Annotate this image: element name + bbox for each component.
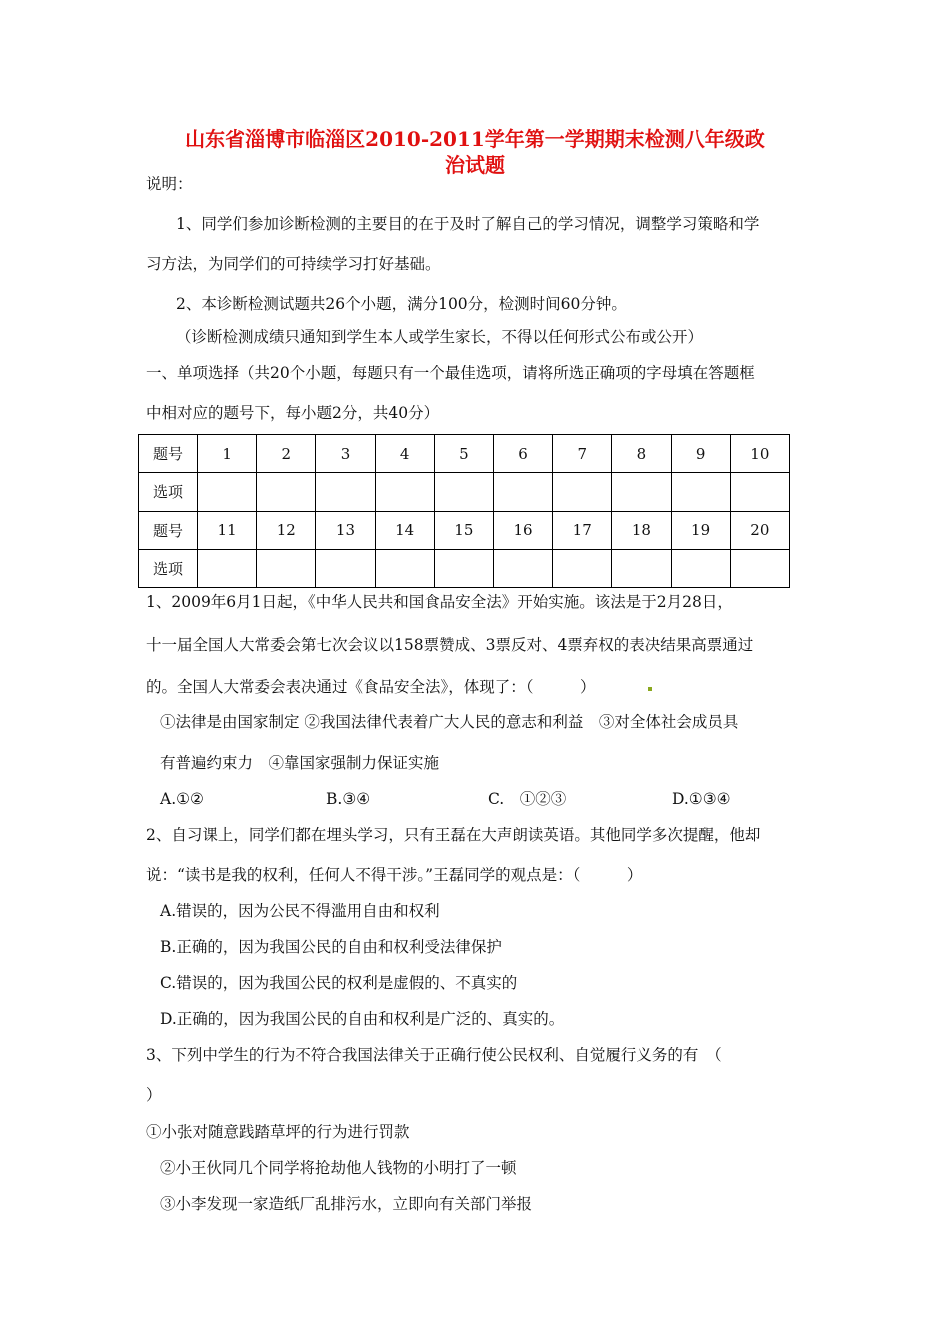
table-cell: 12 bbox=[257, 511, 316, 549]
answer-cell[interactable] bbox=[257, 473, 316, 511]
answer-cell[interactable] bbox=[553, 473, 612, 511]
row-label-number: 题号 bbox=[139, 511, 198, 549]
answer-cell[interactable] bbox=[730, 473, 789, 511]
answer-cell[interactable] bbox=[316, 549, 375, 587]
table-cell: 20 bbox=[730, 511, 789, 549]
answer-cell[interactable] bbox=[671, 473, 730, 511]
table-cell: 6 bbox=[493, 435, 552, 473]
section-1-line-2: 中相对应的题号下，每小题2分，共40分） bbox=[146, 404, 440, 422]
table-cell: 2 bbox=[257, 435, 316, 473]
table-cell: 19 bbox=[671, 511, 730, 549]
table-cell: 5 bbox=[434, 435, 493, 473]
answer-cell[interactable] bbox=[375, 549, 434, 587]
answer-cell[interactable] bbox=[375, 473, 434, 511]
table-cell: 16 bbox=[493, 511, 552, 549]
answer-cell[interactable] bbox=[434, 473, 493, 511]
answer-cell[interactable] bbox=[493, 549, 552, 587]
answer-cell[interactable] bbox=[553, 549, 612, 587]
answer-cell[interactable] bbox=[612, 473, 671, 511]
table-cell: 18 bbox=[612, 511, 671, 549]
note-item-3: （诊断检测成绩只通知到学生本人或学生家长，不得以任何形式公布或公开） bbox=[176, 328, 704, 346]
row-label-choice: 选项 bbox=[139, 473, 198, 511]
table-cell: 14 bbox=[375, 511, 434, 549]
answer-cell[interactable] bbox=[434, 549, 493, 587]
answer-cell[interactable] bbox=[316, 473, 375, 511]
note-item-1-line-1: 1、同学们参加诊断检测的主要目的在于及时了解自己的学习情况，调整学习策略和学 bbox=[176, 215, 760, 233]
table-cell: 10 bbox=[730, 435, 789, 473]
q3-line-1: 3、下列中学生的行为不符合我国法律关于正确行使公民权利、自觉履行义务的有 （ bbox=[146, 1046, 722, 1064]
q2-line-1: 2、自习课上，同学们都在埋头学习，只有王磊在大声朗读英语。其他同学多次提醒，他却 bbox=[146, 826, 761, 844]
q1-line-3: 的。全国人大常委会表决通过《食品安全法》，体现了：（ ） bbox=[146, 678, 596, 696]
title-line-1: 山东省淄博市临淄区2010-2011学年第一学期期末检测八年级政 bbox=[185, 127, 765, 151]
note-item-1-line-2: 习方法，为同学们的可持续学习打好基础。 bbox=[146, 255, 441, 273]
q1-option-b: B.③④ bbox=[326, 790, 371, 808]
q2-option-d: D.正确的，因为我国公民的自由和权利是广泛的、真实的。 bbox=[160, 1010, 565, 1028]
section-1-line-1: 一、单项选择（共20个小题，每题只有一个最佳选项，请将所选正确项的字母填在答题框 bbox=[146, 364, 755, 382]
table-row bbox=[139, 473, 790, 511]
table-cell: 11 bbox=[198, 511, 257, 549]
table-cell: 15 bbox=[434, 511, 493, 549]
q3-item-1: ①小张对随意践踏草坪的行为进行罚款 bbox=[146, 1123, 410, 1141]
note-item-2: 2、本诊断检测试题共26个小题，满分100分，检测时间60分钟。 bbox=[176, 295, 627, 313]
table-row bbox=[139, 549, 790, 587]
table-cell: 17 bbox=[553, 511, 612, 549]
notes-heading: 说明： bbox=[146, 175, 193, 193]
row-label-number: 题号 bbox=[139, 435, 198, 473]
row-label-choice: 选项 bbox=[139, 549, 198, 587]
q2-line-2: 说：“读书是我的权利，任何人不得干涉。”王磊同学的观点是：（ ） bbox=[146, 866, 643, 884]
table-cell: 13 bbox=[316, 511, 375, 549]
q3-item-3: ③小李发现一家造纸厂乱排污水，立即向有关部门举报 bbox=[160, 1195, 533, 1213]
q1-statement-line-2: 有普遍约束力 ④靠国家强制力保证实施 bbox=[160, 754, 440, 772]
answer-cell[interactable] bbox=[612, 549, 671, 587]
q2-option-b: B.正确的，因为我国公民的自由和权利受法律保护 bbox=[160, 938, 502, 956]
table-row bbox=[139, 511, 790, 549]
table-cell: 3 bbox=[316, 435, 375, 473]
answer-cell[interactable] bbox=[671, 549, 730, 587]
title-line-2: 治试题 bbox=[445, 153, 505, 177]
answer-cell[interactable] bbox=[730, 549, 789, 587]
q1-option-a: A.①② bbox=[160, 790, 204, 808]
table-cell: 9 bbox=[671, 435, 730, 473]
answer-cell[interactable] bbox=[493, 473, 552, 511]
table-cell: 8 bbox=[612, 435, 671, 473]
answer-cell[interactable] bbox=[257, 549, 316, 587]
table-cell: 1 bbox=[198, 435, 257, 473]
q2-option-c: C.错误的，因为我国公民的权利是虚假的、不真实的 bbox=[160, 974, 518, 992]
q2-option-a: A.错误的，因为公民不得滥用自由和权利 bbox=[160, 902, 440, 920]
green-dot-mark bbox=[648, 687, 652, 691]
q1-option-c: C. ①②③ bbox=[488, 790, 567, 808]
answer-cell[interactable] bbox=[198, 549, 257, 587]
q3-line-2: ） bbox=[146, 1086, 162, 1104]
table-cell: 4 bbox=[375, 435, 434, 473]
q1-line-1: 1、2009年6月1日起，《中华人民共和国食品安全法》开始实施。该法是于2月28日， bbox=[146, 593, 733, 611]
q3-item-2: ②小王伙同几个同学将抢劫他人钱物的小明打了一顿 bbox=[160, 1159, 517, 1177]
q1-option-d: D.①③④ bbox=[672, 790, 731, 808]
table-row bbox=[139, 435, 790, 473]
answer-cell[interactable] bbox=[198, 473, 257, 511]
q1-statement-line-1: ①法律是由国家制定 ②我国法律代表着广大人民的意志和利益 ③对全体社会成员具 bbox=[160, 713, 739, 731]
answer-table bbox=[138, 434, 790, 588]
table-cell: 7 bbox=[553, 435, 612, 473]
q1-line-2: 十一届全国人大常委会第七次会议以158票赞成、3票反对、4票弃权的表决结果高票通过 bbox=[146, 636, 754, 654]
